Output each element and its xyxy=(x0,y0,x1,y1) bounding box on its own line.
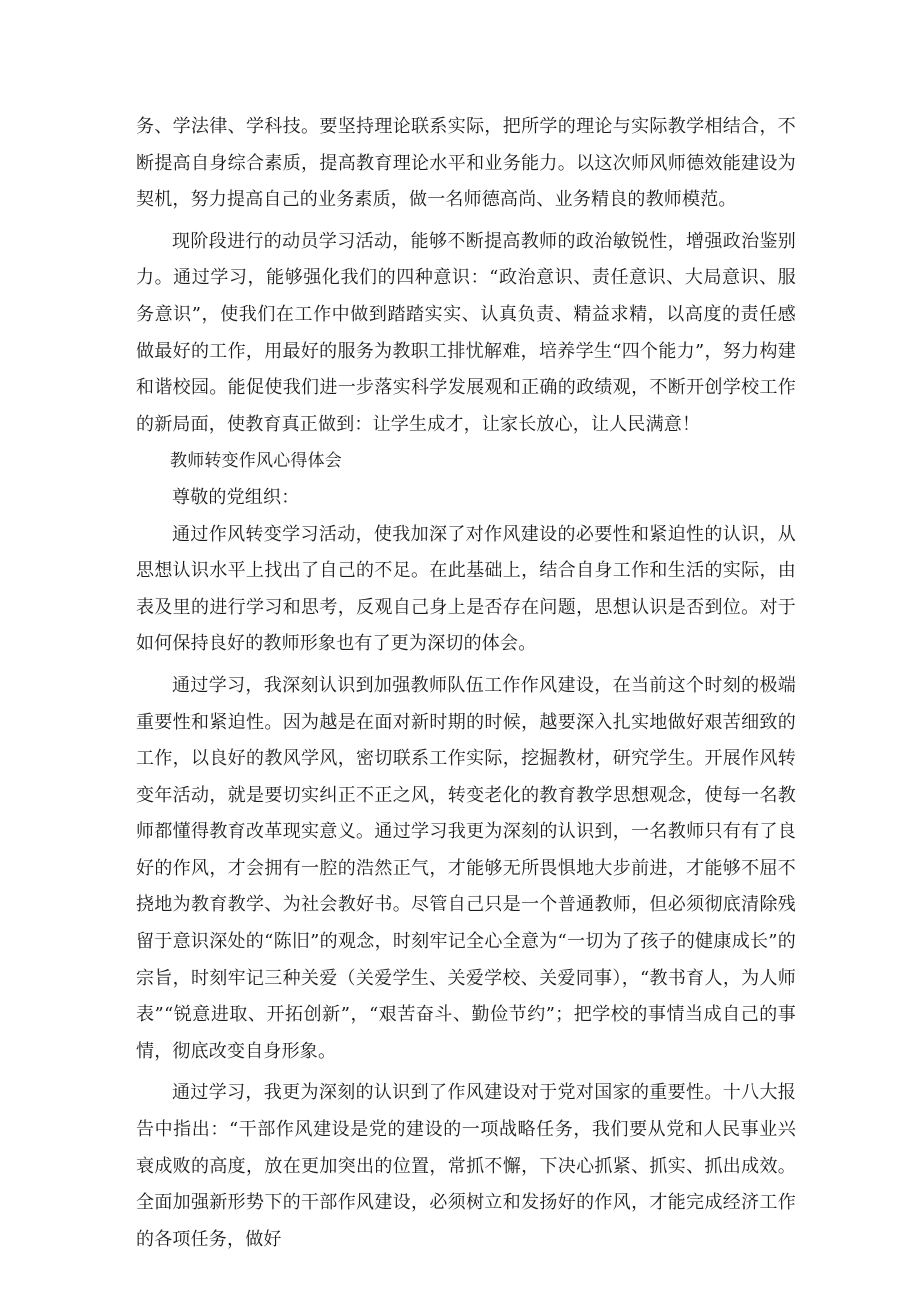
paragraph-teacher-style: 通过学习，我深刻认识到加强教师队伍工作作风建设，在当前这个时刻的极端重要性和紧迫性。因为越是在面对新时期的时候，越要深入扎实地做好艰苦细致的工作，以良好的教风学风，密切联系工作实际，挖掘教材，研究学生。开展作风转变年活动，就是要切实纠正不正之风，转变老化的教育教学思想观念，使每一名教师都懂得教育改革现实意义。通过学习我更为深刻的认识到，一名教师只有有了良好的作风，才会拥有一腔的浩然正气，才能够无所畏惧地大步前进，才能够不屈不挠地为教育教学、为社会教好书。尽管自己只是一个普通教师，但必须彻底清除残留于意识深处的“陈旧”的观念，时刻牢记全心全意为“一切为了孩子的健康成长”的宗旨，时刻牢记三种关爱（关爱学生、关爱学校、关爱同事），“教书育人，为人师表”“锐意进取、开拓创新”，“艰苦奋斗、勤俭节约”；把学校的事情当成自己的事情，彻底改变自身形象。 xyxy=(136,674,796,1062)
paragraph-intro: 通过作风转变学习活动，使我加深了对作风建设的必要性和紧迫性的认识，从思想认识水平上找出了自己的不足。在此基础上，结合自身工作和生活的实际，由表及里的进行学习和思考，反观自己身上是否存在问题，思想认识是否到位。对于如何保持良好的教师形象也有了更为深切的体会。 xyxy=(136,523,796,655)
document-title: 教师转变作风心得体会 xyxy=(170,451,342,472)
paragraph-party-importance: 通过学习，我更为深刻的认识到了作风建设对于党对国家的重要性。十八大报告中指出：“干部作风建设是党的建设的一项战略任务，我们要从党和人民事业兴衰成败的高度，放在更加突出的位置，常抓不懈，下决心抓紧、抓实、抓出成效。全面加强新形势下的干部作风建设，必须树立和发扬好的作风，才能完成经济工作的各项任务，做好 xyxy=(136,1082,796,1250)
paragraph-continuation: 务、学法律、学科技。要坚持理论联系实际，把所学的理论与实际教学相结合，不断提高自身综合素质，提高教育理论水平和业务能力。以这次师风师德效能建设为契机，努力提高自己的业务素质，做一名师德高尚、业务精良的教师模范。 xyxy=(136,116,796,211)
salutation: 尊敬的党组织： xyxy=(172,486,300,508)
paragraph-mobilization-study: 现阶段进行的动员学习活动，能够不断提高教师的政治敏锐性，增强政治鉴别力。通过学习，能够强化我们的四种意识：“政治意识、责任意识、大局意识、服务意识”，使我们在工作中做到踏踏实实、认真负责、精益求精，以高度的责任感做最好的工作，用最好的服务为教职工排忧解难，培养学生“四个能力”，努力构建和谐校园。能促使我们进一步落实科学发展观和正确的政绩观，不断开创学校工作的新局面，使教育真正做到：让学生成才，让家长放心，让人民满意！ xyxy=(136,230,796,435)
